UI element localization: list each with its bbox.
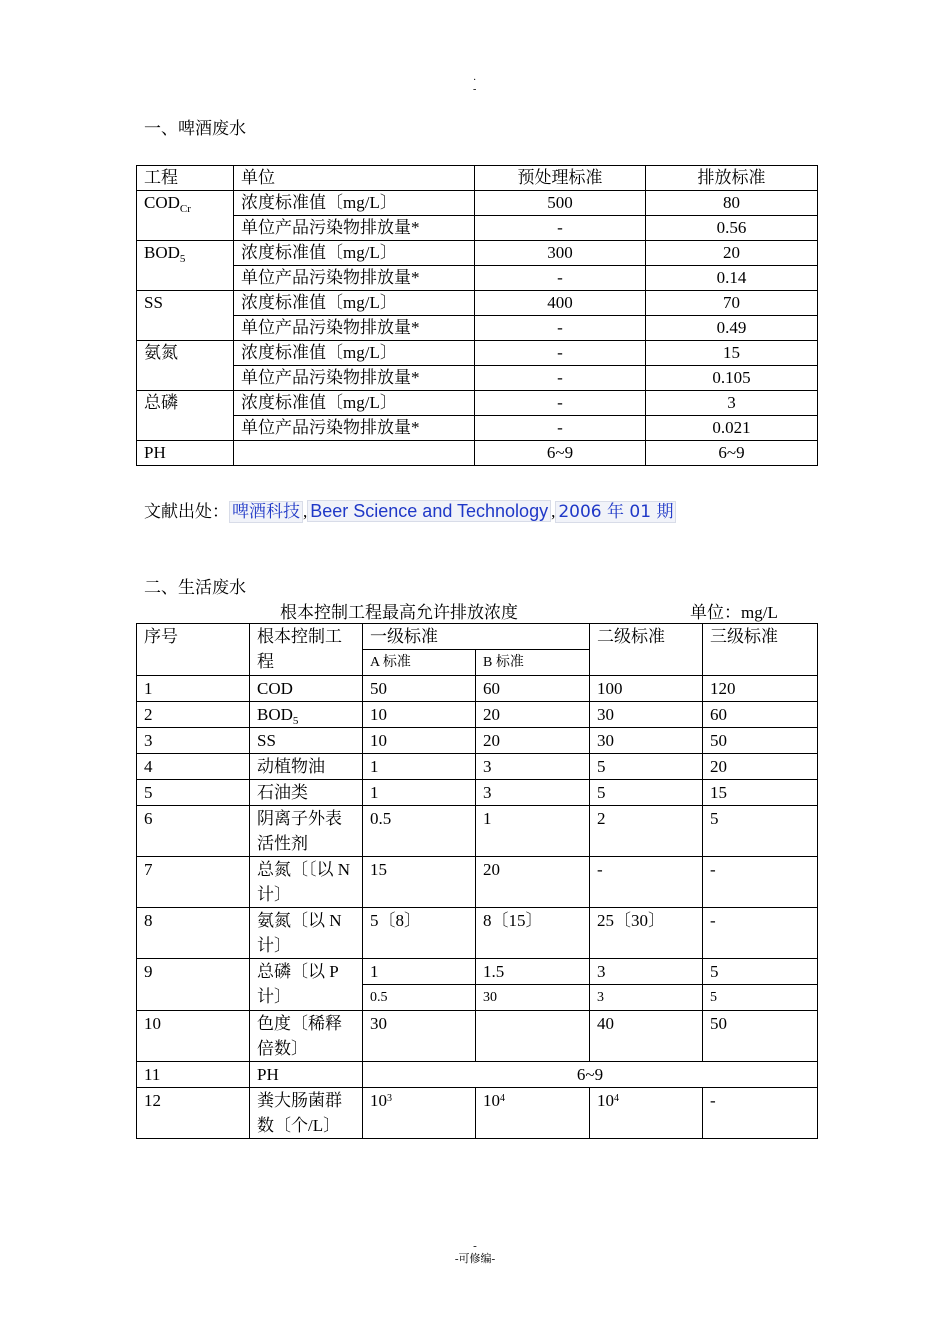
cell-a: 0.5 [363, 985, 476, 1011]
table2-unit: 单位：mg/L [690, 603, 778, 622]
table-header-row [137, 624, 818, 650]
row-pre: - [475, 416, 646, 441]
cell-b: 1.5 [476, 959, 590, 985]
cell-l3: 50 [703, 1011, 818, 1062]
section1-title: 一、啤酒废水 [144, 119, 246, 138]
cell-b: $10^4$ [476, 1088, 590, 1139]
cell-b: 20 [476, 702, 590, 728]
cell-item: 总磷〔以 P 计〕 [250, 959, 363, 1011]
row-pre: 300 [475, 241, 646, 266]
header-mark-dash: - [473, 84, 477, 95]
row-pre: 500 [475, 191, 646, 216]
cell-b: 3 [476, 754, 590, 780]
cell-l3: 15 [703, 780, 818, 806]
cell-b: 20 [476, 728, 590, 754]
header-no: 序号 [137, 624, 250, 676]
cell-a: 50 [363, 676, 476, 702]
row-unit: 浓度标准值〔mg/L〕 [234, 241, 475, 266]
row-pre: - [475, 316, 646, 341]
cell-l2: 30 [590, 702, 703, 728]
table-row [137, 754, 818, 780]
cell-a: 5〔8〕 [363, 908, 476, 959]
beer-wastewater-table [136, 165, 818, 466]
row-unit: 单位产品污染物排放量* [234, 316, 475, 341]
cell-merged: 6~9 [363, 1062, 818, 1088]
row-dis: 0.56 [646, 216, 818, 241]
table-row [137, 676, 818, 702]
cell-a: 10 [363, 702, 476, 728]
row-unit: 浓度标准值〔mg/L〕 [234, 291, 475, 316]
cell-no: 1 [137, 676, 250, 702]
table-row [137, 291, 818, 316]
cell-b [476, 1011, 590, 1062]
header-mark-dot: · [473, 75, 477, 86]
header-level1-b: B 标准 [476, 650, 590, 676]
table-row [137, 316, 818, 341]
journal-cn-link[interactable]: 啤酒科技 [229, 501, 303, 523]
table-row [137, 806, 818, 857]
row-dis: 80 [646, 191, 818, 216]
header-item: 工程 [137, 166, 234, 191]
row-dis: 15 [646, 341, 818, 366]
cell-l2: 3 [590, 959, 703, 985]
cell-l3: 20 [703, 754, 818, 780]
cell-l2: 2 [590, 806, 703, 857]
cell-item: 色度〔稀释倍数〕 [250, 1011, 363, 1062]
table-row [137, 341, 818, 366]
row-dis: 20 [646, 241, 818, 266]
cell-no: 10 [137, 1011, 250, 1062]
cell-l3: 5 [703, 806, 818, 857]
table-row [137, 266, 818, 291]
cell-item: COD [250, 676, 363, 702]
header-level1: 一级标准 [363, 624, 590, 650]
table-row [137, 241, 818, 266]
cell-b: 3 [476, 780, 590, 806]
cell-l2: - [590, 857, 703, 908]
row-unit: 单位产品污染物排放量* [234, 366, 475, 391]
row-pre: - [475, 366, 646, 391]
row-dis: 3 [646, 391, 818, 416]
row-pre: - [475, 266, 646, 291]
cell-item: 石油类 [250, 780, 363, 806]
row-dis: 70 [646, 291, 818, 316]
footer-text: -可修编- [454, 1253, 496, 1265]
header-level2: 二级标准 [590, 624, 703, 676]
row-dis: 0.14 [646, 266, 818, 291]
row-unit [234, 441, 475, 466]
row-dis: 0.105 [646, 366, 818, 391]
domestic-wastewater-table [136, 623, 818, 1139]
row-item-bod: $BOD_5$ [137, 241, 234, 291]
cell-no: 8 [137, 908, 250, 959]
row-unit: 浓度标准值〔mg/L〕 [234, 191, 475, 216]
table-row [137, 959, 818, 985]
cell-item: 粪大肠菌群数〔个/L〕 [250, 1088, 363, 1139]
row-pre: 6~9 [475, 441, 646, 466]
row-dis: 6~9 [646, 441, 818, 466]
table-row [137, 366, 818, 391]
row-pre: - [475, 341, 646, 366]
cell-no: 2 [137, 702, 250, 728]
cell-no: 12 [137, 1088, 250, 1139]
table-row [137, 780, 818, 806]
row-pre: 400 [475, 291, 646, 316]
table-row [137, 1088, 818, 1139]
cell-l2: 25〔30〕 [590, 908, 703, 959]
row-item-ss: SS [137, 291, 234, 341]
cell-a: 1 [363, 780, 476, 806]
cell-item: 总氮〔〔以 N 计〕 [250, 857, 363, 908]
cell-item: 动植物油 [250, 754, 363, 780]
table-header-row [137, 166, 818, 191]
table-row [137, 857, 818, 908]
cell-l3: - [703, 857, 818, 908]
row-unit: 浓度标准值〔mg/L〕 [234, 341, 475, 366]
header-level1-a: A 标准 [363, 650, 476, 676]
table-row [137, 728, 818, 754]
row-item-ph: PH [137, 441, 234, 466]
cell-a: 10 [363, 728, 476, 754]
cell-l2: 100 [590, 676, 703, 702]
header-item: 根本控制工程 [250, 624, 363, 676]
cell-no: 3 [137, 728, 250, 754]
cell-item: SS [250, 728, 363, 754]
cell-l3: - [703, 1088, 818, 1139]
cell-l3: 50 [703, 728, 818, 754]
cell-l2: 3 [590, 985, 703, 1011]
row-dis: 0.49 [646, 316, 818, 341]
cell-no: 9 [137, 959, 250, 1011]
table-row [137, 441, 818, 466]
cell-l2: 30 [590, 728, 703, 754]
source-citation [144, 497, 676, 522]
header-discharge: 排放标准 [646, 166, 818, 191]
row-item-ammonia: 氨氮 [137, 341, 234, 391]
cell-item: PH [250, 1062, 363, 1088]
row-pre: - [475, 391, 646, 416]
cell-item: $BOD_5$ [250, 702, 363, 728]
header-pretreatment: 预处理标准 [475, 166, 646, 191]
cell-l2: 40 [590, 1011, 703, 1062]
cell-l3: - [703, 908, 818, 959]
table-row [137, 416, 818, 441]
row-item-phosphorus: 总磷 [137, 391, 234, 441]
cell-b: 60 [476, 676, 590, 702]
footer-mark: - [473, 1240, 477, 1252]
cell-a: 1 [363, 959, 476, 985]
cell-l3: 5 [703, 959, 818, 985]
row-unit: 单位产品污染物排放量* [234, 216, 475, 241]
cell-l2: 5 [590, 754, 703, 780]
source-sep: , [303, 502, 308, 521]
row-unit: 单位产品污染物排放量* [234, 416, 475, 441]
table2-caption: 根本控制工程最高允许排放浓度 [280, 603, 518, 622]
cell-a: 15 [363, 857, 476, 908]
cell-item: 阴离子外表活性剂 [250, 806, 363, 857]
cell-l2: 5 [590, 780, 703, 806]
cell-a: 30 [363, 1011, 476, 1062]
table-row [137, 1062, 818, 1088]
cell-a: $10^3$ [363, 1088, 476, 1139]
cell-l3: 60 [703, 702, 818, 728]
header-unit: 单位 [234, 166, 475, 191]
source-label: 文献出处： [144, 502, 229, 521]
row-unit: 浓度标准值〔mg/L〕 [234, 391, 475, 416]
table-row [137, 391, 818, 416]
row-item-cod: $COD_{Cr}$ [137, 191, 234, 241]
row-unit: 单位产品污染物排放量* [234, 266, 475, 291]
page-header-marks [473, 76, 476, 94]
cell-b: 8〔15〕 [476, 908, 590, 959]
cell-a: 1 [363, 754, 476, 780]
table-row [137, 216, 818, 241]
row-dis: 0.021 [646, 416, 818, 441]
cell-l3: 5 [703, 985, 818, 1011]
section2-title: 二、生活废水 [144, 578, 246, 597]
cell-b: 30 [476, 985, 590, 1011]
cell-no: 7 [137, 857, 250, 908]
page-footer [0, 1240, 950, 1266]
table-row [137, 191, 818, 216]
cell-item: 氨氮〔以 N 计〕 [250, 908, 363, 959]
table-row [137, 908, 818, 959]
cell-b: 1 [476, 806, 590, 857]
cell-l3: 120 [703, 676, 818, 702]
cell-no: 4 [137, 754, 250, 780]
journal-en-link[interactable]: Beer Science and Technology [307, 500, 551, 522]
cell-l2: $10^4$ [590, 1088, 703, 1139]
table-row [137, 1011, 818, 1062]
row-pre: - [475, 216, 646, 241]
source-sep: , [551, 502, 556, 521]
cell-no: 11 [137, 1062, 250, 1088]
header-level3: 三级标准 [703, 624, 818, 676]
cell-no: 6 [137, 806, 250, 857]
issue-link[interactable]: 2006 年 01 期 [555, 501, 676, 523]
table-row [137, 702, 818, 728]
cell-b: 20 [476, 857, 590, 908]
cell-a: 0.5 [363, 806, 476, 857]
cell-no: 5 [137, 780, 250, 806]
